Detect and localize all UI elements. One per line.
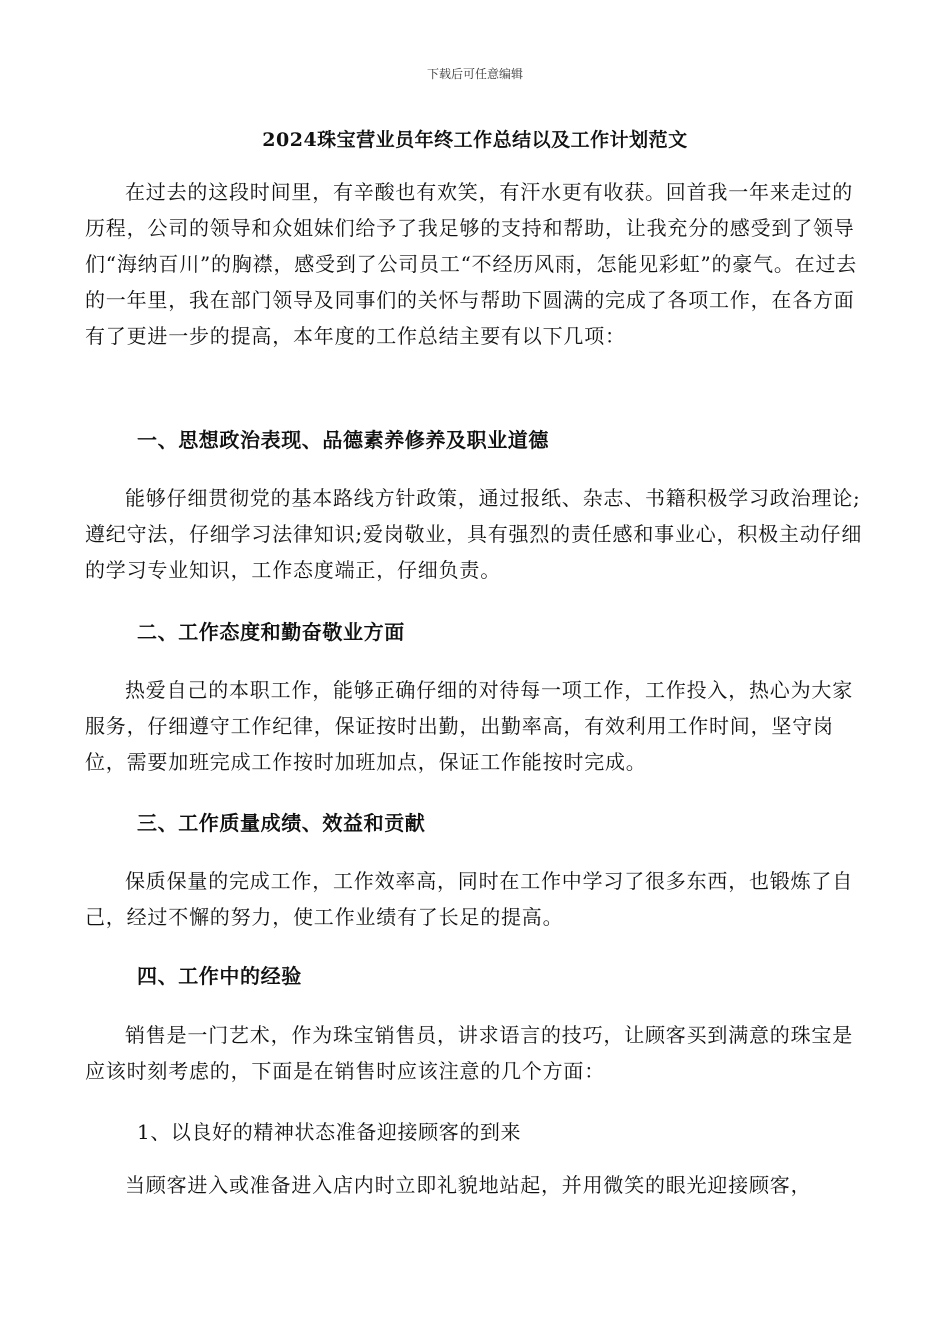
header-note: 下载后可任意编辑 (426, 67, 523, 81)
section-heading-3: 三、工作质量成绩、效益和贡献 (137, 811, 426, 835)
list-item-1: 1、以良好的精神状态准备迎接顾客的到来 (137, 1120, 522, 1144)
section-heading-1: 一、思想政治表现、品德素养修养及职业道德 (137, 428, 549, 452)
section-heading-4: 四、工作中的经验 (137, 964, 302, 988)
intro-paragraph: 在过去的这段时间里，有辛酸也有欢笑，有汗水更有收获。回首我一年来走过的历程，公司的领导和众姐妹们给予了我足够的支持和帮助，让我充分的感受到了领导们“海纳百川”的胸襟，感受到了公司员工“不经历风雨，怎能见彩虹”的豪气。在过去的一年里，我在部门领导及同事们的关怀与帮助下圆满的完成了各项工作，在各方面有了更进一步的提高，本年度的工作总结主要有以下几项： (85, 180, 858, 348)
section-body-3: 保质保量的完成工作，工作效率高，同时在工作中学习了很多东西，也锻炼了自己，经过不懈的努力，使工作业绩有了长足的提高。 (85, 869, 853, 929)
section-body-1: 能够仔细贯彻党的基本路线方针政策，通过报纸、杂志、书籍积极学习政治理论;遵纪守法，仔细学习法律知识;爱岗敬业，具有强烈的责任感和事业心，积极主动仔细的学习专业知识，工作态度端正，仔细负责。 (85, 486, 863, 582)
document-title: 2024珠宝营业员年终工作总结以及工作计划范文 (262, 129, 688, 151)
section-heading-2: 二、工作态度和勤奋敬业方面 (137, 620, 405, 644)
list-item-1-body: 当顾客进入或准备进入店内时立即礼貌地站起，并用微笑的眼光迎接顾客， (125, 1173, 812, 1197)
section-body-4: 销售是一门艺术，作为珠宝销售员，讲求语言的技巧，让顾客买到满意的珠宝是应该时刻考虑的，下面是在销售时应该注意的几个方面： (85, 1023, 853, 1083)
section-body-2: 热爱自己的本职工作，能够正确仔细的对待每一项工作，工作投入，热心为大家服务，仔细遵守工作纪律，保证按时出勤，出勤率高，有效利用工作时间，坚守岗位，需要加班完成工作按时加班加点，保证工作能按时完成。 (85, 678, 853, 774)
